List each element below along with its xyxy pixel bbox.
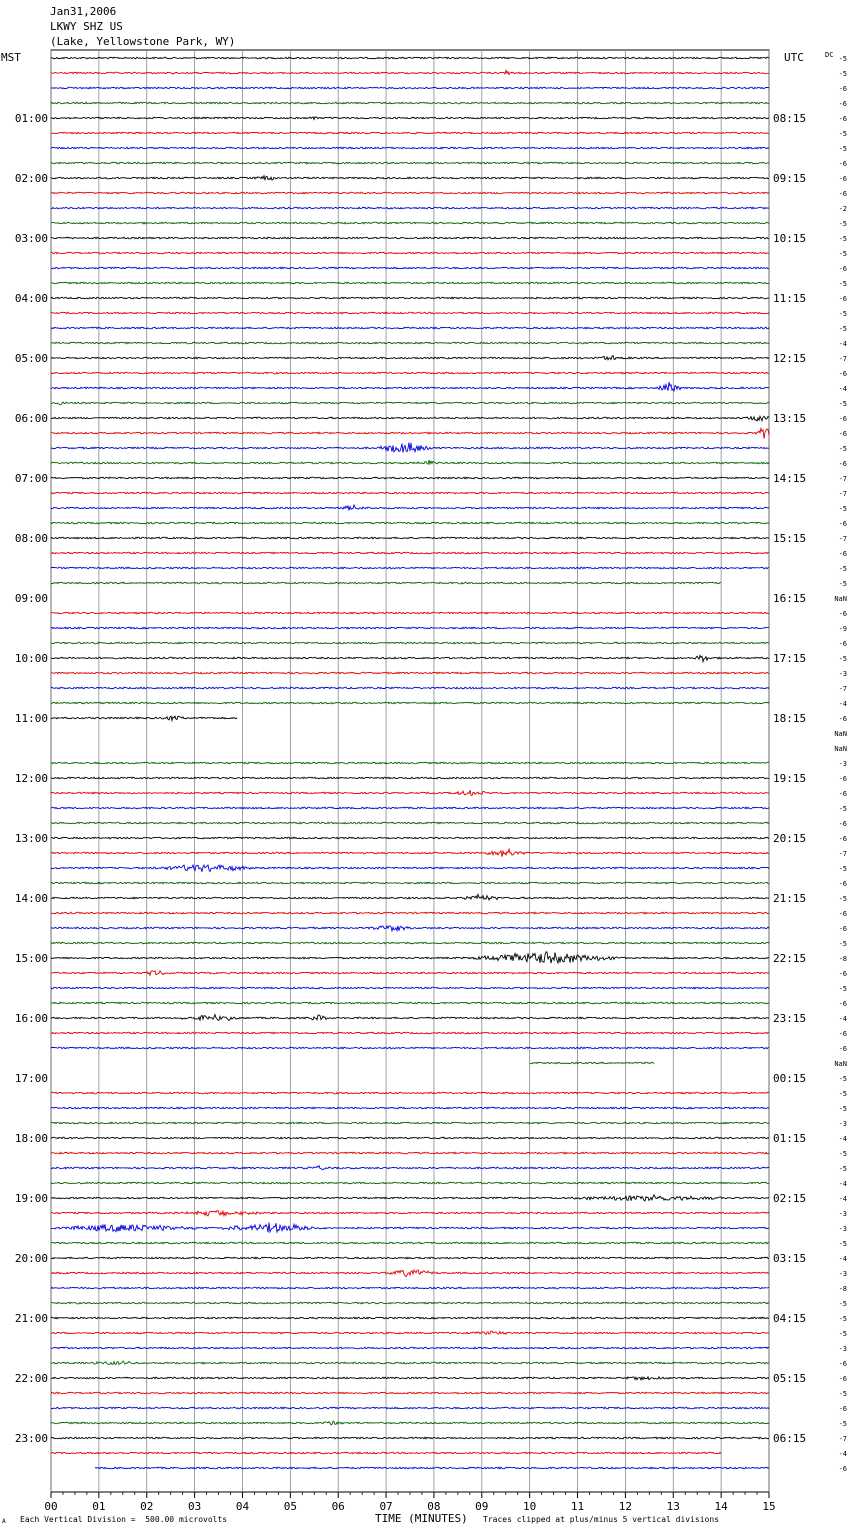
seismic-trace — [51, 882, 769, 884]
seismic-trace — [51, 894, 769, 900]
seismic-trace — [51, 865, 769, 872]
seismic-trace — [51, 1392, 769, 1394]
seismic-trace — [51, 1182, 769, 1184]
dc-offset-label: NaN — [834, 595, 847, 603]
seismic-trace — [51, 522, 769, 524]
right-hour-label: 23:15 — [773, 1012, 807, 1025]
dc-offset-label: -6 — [838, 880, 847, 888]
right-hour-label: 05:15 — [773, 1372, 807, 1385]
x-tick-label: 07 — [379, 1500, 393, 1513]
clip-note: Traces clipped at plus/minus 5 vertical divisions — [483, 1515, 720, 1524]
dc-offset-label: -5 — [838, 505, 847, 513]
seismic-trace — [51, 70, 769, 74]
seismic-trace — [51, 642, 769, 644]
dc-offset-label: -5 — [838, 565, 847, 573]
seismic-trace — [51, 312, 769, 314]
seismic-trace — [51, 672, 769, 674]
seismic-trace — [51, 952, 769, 963]
seismic-trace — [51, 505, 769, 510]
x-tick-label: 15 — [762, 1500, 776, 1513]
dc-offset-label: -6 — [838, 775, 847, 783]
seismic-trace — [51, 926, 769, 931]
seismic-trace — [51, 849, 769, 857]
left-hour-label: 08:00 — [14, 532, 48, 545]
dc-offset-label: -5 — [838, 1075, 847, 1083]
dc-offset-label: -4 — [838, 700, 847, 708]
seismic-trace — [51, 356, 769, 360]
right-hour-label: 15:15 — [773, 532, 807, 545]
x-tick-label: 14 — [714, 1500, 728, 1513]
seismic-trace — [51, 162, 769, 164]
seismic-trace — [51, 655, 769, 661]
dc-offset-label: -5 — [838, 1150, 847, 1158]
dc-offset-label: -6 — [838, 1375, 847, 1383]
seismic-trace — [51, 416, 769, 421]
dc-offset-label: -5 — [838, 55, 847, 63]
dc-offset-label: -7 — [838, 355, 847, 363]
dc-offset-label: -6 — [838, 970, 847, 978]
x-tick-label: 06 — [331, 1500, 345, 1513]
seismic-trace — [51, 443, 769, 453]
seismic-trace — [51, 117, 769, 120]
seismic-trace — [51, 382, 769, 391]
dc-offset-label: -6 — [838, 1465, 847, 1473]
seismic-trace — [51, 252, 769, 254]
dc-offset-label: -5 — [838, 865, 847, 873]
seismic-trace — [51, 1437, 769, 1439]
seismic-trace — [51, 372, 769, 374]
dc-offset-label: -6 — [838, 820, 847, 828]
right-hour-label: 02:15 — [773, 1192, 807, 1205]
right-hour-label: 18:15 — [773, 712, 807, 725]
right-hour-label: 19:15 — [773, 772, 807, 785]
dc-offset-label: -6 — [838, 1360, 847, 1368]
dc-offset-label: NaN — [834, 1060, 847, 1068]
dc-offset-label: -6 — [838, 715, 847, 723]
left-hour-label: 19:00 — [14, 1192, 48, 1205]
seismic-trace — [51, 1361, 769, 1364]
seismic-trace — [51, 176, 769, 180]
left-hour-label: 07:00 — [14, 472, 48, 485]
dc-offset-label: -5 — [838, 280, 847, 288]
left-hour-label: 14:00 — [14, 892, 48, 905]
dc-offset-label: -4 — [838, 1135, 847, 1143]
dc-offset-label: -5 — [838, 1390, 847, 1398]
seismic-trace — [51, 87, 769, 89]
dc-offset-label: -5 — [838, 1315, 847, 1323]
dc-offset-label: -6 — [838, 835, 847, 843]
dc-offset-label: -4 — [838, 340, 847, 348]
seismic-trace — [51, 552, 769, 554]
dc-offset-label: -3 — [838, 670, 847, 678]
left-hour-label: 06:00 — [14, 412, 48, 425]
seismic-trace — [51, 327, 769, 329]
dc-offset-label: -4 — [838, 385, 847, 393]
seismic-trace — [51, 777, 769, 779]
seismic-trace — [51, 402, 769, 405]
seismic-trace — [51, 147, 769, 149]
dc-offset-label: -5 — [838, 400, 847, 408]
dc-offset-label: -6 — [838, 790, 847, 798]
right-hour-label: 06:15 — [773, 1432, 807, 1445]
dc-offset-label: -6 — [838, 160, 847, 168]
dc-offset-label: NaN — [834, 730, 847, 738]
right-hour-label: 10:15 — [773, 232, 807, 245]
dc-offset-label: -5 — [838, 1300, 847, 1308]
seismic-trace — [51, 1257, 769, 1259]
header-date: Jan31,2006 — [50, 5, 117, 18]
left-hour-label: 05:00 — [14, 352, 48, 365]
right-hour-label: 12:15 — [773, 352, 807, 365]
dc-offset-label: -5 — [838, 1105, 847, 1113]
dc-offset-label: -6 — [838, 85, 847, 93]
dc-offset-label: -5 — [838, 1165, 847, 1173]
right-hour-label: 01:15 — [773, 1132, 807, 1145]
x-tick-label: 05 — [283, 1500, 297, 1513]
right-hour-label: 00:15 — [773, 1072, 807, 1085]
left-hour-label: 01:00 — [14, 112, 48, 125]
left-hour-label: 11:00 — [14, 712, 48, 725]
seismic-trace — [51, 627, 769, 629]
right-hour-label: 08:15 — [773, 112, 807, 125]
seismic-trace — [51, 790, 769, 796]
dc-offset-label: -5 — [838, 655, 847, 663]
dc-offset-label: -3 — [838, 760, 847, 768]
seismic-trace — [51, 1032, 769, 1034]
right-hour-label: 14:15 — [773, 472, 807, 485]
x-tick-label: 03 — [187, 1500, 202, 1513]
dc-offset-label: -7 — [838, 475, 847, 483]
right-hour-label: 17:15 — [773, 652, 807, 665]
left-hour-label: 09:00 — [14, 592, 48, 605]
dc-offset-label: -5 — [838, 580, 847, 588]
seismic-trace — [51, 1331, 769, 1334]
dc-offset-label: -9 — [838, 625, 847, 633]
seismic-trace — [51, 1421, 769, 1425]
dc-offset-label: -4 — [838, 1015, 847, 1023]
dc-offset-label: -5 — [838, 985, 847, 993]
dc-offset-label: -5 — [838, 1090, 847, 1098]
seismic-trace — [51, 1047, 769, 1049]
right-axis-label: UTC — [784, 51, 804, 64]
seismic-trace — [51, 1270, 769, 1277]
dc-offset-label: -6 — [838, 190, 847, 198]
dc-offset-label: -4 — [838, 1180, 847, 1188]
seismic-trace — [51, 57, 769, 59]
dc-offset-label: -3 — [838, 1345, 847, 1353]
dc-offset-label: -6 — [838, 550, 847, 558]
seismic-trace — [51, 567, 769, 569]
dc-offset-label: -6 — [838, 1000, 847, 1008]
x-tick-label: 04 — [235, 1500, 250, 1513]
left-hour-label: 04:00 — [14, 292, 48, 305]
seismic-trace — [51, 1152, 769, 1154]
left-hour-label: 20:00 — [14, 1252, 48, 1265]
seismic-trace — [51, 702, 769, 704]
seismic-trace — [51, 1302, 769, 1304]
seismic-trace — [51, 942, 769, 944]
left-hour-label: 23:00 — [14, 1432, 48, 1445]
dc-offset-label: -7 — [838, 1435, 847, 1443]
seismic-trace — [51, 687, 769, 689]
header-location: (Lake, Yellowstone Park, WY) — [50, 35, 236, 48]
seismic-trace — [51, 762, 769, 764]
seismic-trace — [51, 612, 769, 614]
dc-offset-label: -4 — [838, 1195, 847, 1203]
dc-offset-label: -7 — [838, 850, 847, 858]
seismic-trace — [51, 207, 769, 209]
dc-offset-label: -6 — [838, 115, 847, 123]
dc-offset-label: -5 — [838, 895, 847, 903]
dc-offset-label: -6 — [838, 430, 847, 438]
right-hour-label: 13:15 — [773, 412, 807, 425]
seismic-trace — [51, 1407, 769, 1409]
dc-offset-label: -6 — [838, 1405, 847, 1413]
right-hour-label: 03:15 — [773, 1252, 807, 1265]
seismic-trace — [51, 132, 769, 134]
right-hour-label: 04:15 — [773, 1312, 807, 1325]
footer-mark: A — [2, 1518, 6, 1525]
dc-offset-label: -6 — [838, 925, 847, 933]
seismic-trace — [51, 429, 769, 439]
dc-offset-label: -6 — [838, 460, 847, 468]
seismic-trace — [51, 987, 769, 989]
seismic-trace — [51, 102, 769, 104]
seismic-trace — [51, 1122, 769, 1124]
seismic-trace — [51, 282, 769, 284]
dc-offset-label: -6 — [838, 910, 847, 918]
dc-offset-label: -3 — [838, 1120, 847, 1128]
seismic-trace — [51, 192, 769, 194]
dc-offset-label: -5 — [838, 70, 847, 78]
dc-offset-label: -8 — [838, 1285, 847, 1293]
seismic-trace — [51, 1287, 769, 1289]
x-tick-label: 11 — [570, 1500, 585, 1513]
dc-offset-label: -4 — [838, 1450, 847, 1458]
seismic-trace — [51, 297, 769, 299]
dc-offset-label: -5 — [838, 235, 847, 243]
left-hour-label: 15:00 — [14, 952, 48, 965]
seismic-trace — [51, 1211, 769, 1216]
dc-offset-label: -3 — [838, 1210, 847, 1218]
seismic-trace — [51, 1377, 769, 1380]
seismic-trace — [51, 342, 769, 344]
right-hour-label: 21:15 — [773, 892, 807, 905]
seismic-trace — [51, 716, 237, 720]
header-station: LKWY SHZ US — [50, 20, 123, 33]
dc-offset-label: -6 — [838, 370, 847, 378]
scale-note: Each Vertical Division = 500.00 microvolts — [20, 1515, 228, 1524]
left-hour-label: 02:00 — [14, 172, 48, 185]
seismic-trace — [51, 1317, 769, 1319]
seismic-trace — [530, 1062, 654, 1064]
seismic-trace — [51, 807, 769, 809]
dc-offset-label: -5 — [838, 1420, 847, 1428]
dc-offset-label: -6 — [838, 265, 847, 273]
x-tick-label: 02 — [140, 1500, 154, 1513]
seismic-trace — [51, 912, 769, 914]
seismic-trace — [51, 1107, 769, 1109]
dc-offset-label: -6 — [838, 295, 847, 303]
seismic-trace — [51, 477, 769, 479]
dc-offset-label: -5 — [838, 145, 847, 153]
dc-offset-label: -5 — [838, 130, 847, 138]
dc-offset-label: -5 — [838, 325, 847, 333]
seismic-trace — [51, 222, 769, 224]
dc-offset-label: -6 — [838, 1045, 847, 1053]
dc-offset-label: -3 — [838, 1270, 847, 1278]
dc-offset-label: NaN — [834, 745, 847, 753]
seismic-trace — [51, 837, 769, 839]
seismic-trace — [51, 1137, 769, 1139]
dc-offset-label: -5 — [838, 940, 847, 948]
x-tick-label: 10 — [523, 1500, 537, 1513]
dc-offset-label: -8 — [838, 955, 847, 963]
seismic-trace — [51, 971, 769, 976]
dc-offset-label: -5 — [838, 1330, 847, 1338]
seismic-trace — [51, 460, 769, 464]
dc-offset-label: -2 — [838, 205, 847, 213]
dc-offset-label: -5 — [838, 1240, 847, 1248]
dc-offset-label: -7 — [838, 685, 847, 693]
right-hour-label: 20:15 — [773, 832, 807, 845]
dc-offset-label: -6 — [838, 610, 847, 618]
seismic-trace — [51, 822, 769, 824]
dc-offset-label: -5 — [838, 445, 847, 453]
left-hour-label: 16:00 — [14, 1012, 48, 1025]
dc-offset-label: -7 — [838, 535, 847, 543]
dc-offset-label: -5 — [838, 250, 847, 258]
dc-offset-label: -6 — [838, 640, 847, 648]
right-hour-label: 11:15 — [773, 292, 807, 305]
seismic-trace — [95, 1467, 769, 1469]
seismic-trace — [51, 267, 769, 269]
dc-offset-label: -3 — [838, 1225, 847, 1233]
dc-offset-label: -6 — [838, 100, 847, 108]
right-hour-label: 22:15 — [773, 952, 807, 965]
right-hour-label: 09:15 — [773, 172, 807, 185]
seismic-trace — [51, 1242, 769, 1244]
left-hour-label: 10:00 — [14, 652, 48, 665]
left-hour-label: 17:00 — [14, 1072, 48, 1085]
seismic-trace — [51, 1166, 769, 1170]
x-tick-label: 01 — [92, 1500, 106, 1513]
left-hour-label: 21:00 — [14, 1312, 48, 1325]
left-hour-label: 03:00 — [14, 232, 48, 245]
dc-offset-label: -7 — [838, 490, 847, 498]
dc-offset-label: -6 — [838, 175, 847, 183]
seismic-trace — [51, 1002, 769, 1004]
x-tick-label: 12 — [618, 1500, 633, 1513]
left-hour-label: 22:00 — [14, 1372, 48, 1385]
left-hour-label: 13:00 — [14, 832, 48, 845]
right-hour-label: 16:15 — [773, 592, 807, 605]
x-tick-label: 09 — [475, 1500, 489, 1513]
seismic-trace — [51, 1223, 769, 1233]
seismic-trace — [51, 1347, 769, 1349]
seismic-trace — [51, 237, 769, 239]
seismic-trace — [51, 537, 769, 539]
dc-offset-label: -5 — [838, 805, 847, 813]
dc-offset-label: -6 — [838, 415, 847, 423]
seismic-trace — [51, 492, 769, 494]
dc-offset-label: -5 — [838, 220, 847, 228]
seismic-trace — [51, 1195, 769, 1201]
dc-label: DC — [825, 51, 834, 59]
seismic-trace — [51, 1092, 769, 1094]
x-tick-label: 08 — [427, 1500, 441, 1513]
seismic-trace — [51, 1015, 769, 1021]
left-axis-label: MST — [1, 51, 21, 64]
dc-offset-label: -5 — [838, 310, 847, 318]
left-hour-label: 12:00 — [14, 772, 48, 785]
x-tick-label: 13 — [666, 1500, 680, 1513]
left-hour-label: 18:00 — [14, 1132, 48, 1145]
x-tick-label: 00 — [44, 1500, 58, 1513]
dc-offset-label: -6 — [838, 520, 847, 528]
dc-offset-label: -4 — [838, 1255, 847, 1263]
dc-offset-label: -6 — [838, 1030, 847, 1038]
x-axis-label: TIME (MINUTES) — [375, 1512, 468, 1525]
